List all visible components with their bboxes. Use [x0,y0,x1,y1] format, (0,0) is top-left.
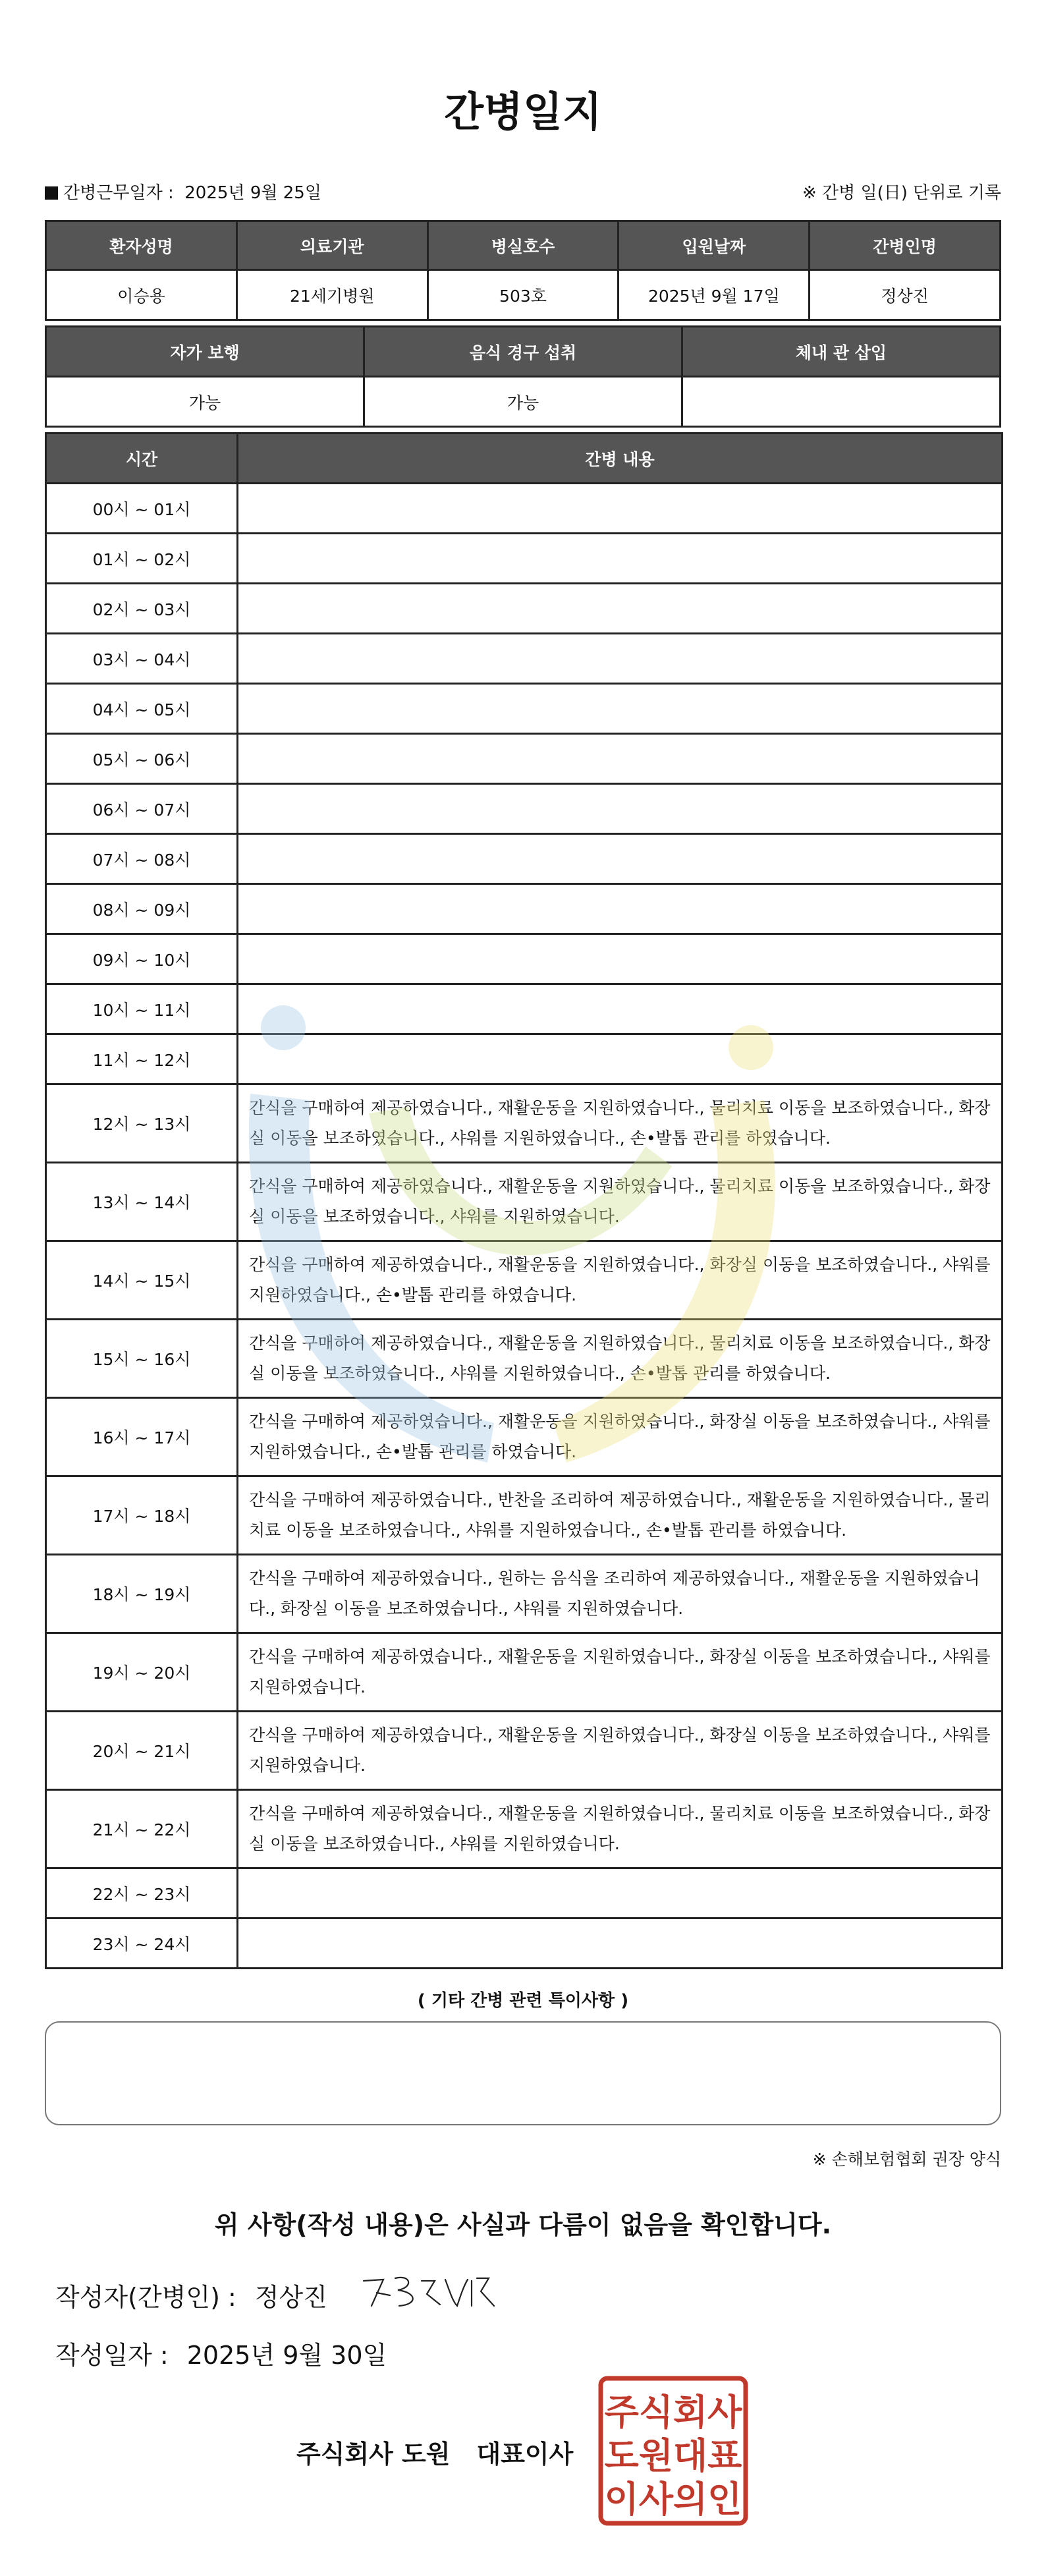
meta-row [45,179,1001,208]
log-content: 간식을 구매하여 제공하였습니다., 재활운동을 지원하였습니다., 물리치료 이동을 보조하였습니다., 화장실 이동을 보조하였습니다., 샤워를 지원하였습니다., 손•발톱 관리를 하였습니다. [238,1084,1003,1163]
room-number: 503호 [427,270,619,320]
log-time: 23시 ~ 24시 [46,1918,238,1969]
header-patient-name: 환자성명 [46,221,237,270]
log-time: 15시 ~ 16시 [46,1320,238,1398]
work-date-label: 간병근무일자 : [63,183,174,203]
log-time: 21시 ~ 22시 [46,1790,238,1868]
table-row [46,534,1003,584]
table-row [46,1241,1003,1320]
header-time: 시간 [46,434,238,484]
special-notes-title: ( 기타 간병 관련 특이사항 ) [417,1991,629,2011]
self-walking-value: 가능 [46,377,364,427]
written-date-label: 작성일자 : [55,2341,169,2370]
log-content [238,634,1003,684]
log-time: 17시 ~ 18시 [46,1476,238,1555]
log-time: 11시 ~ 12시 [46,1034,238,1084]
written-date-value: 2025년 9월 30일 [186,2341,387,2370]
header-hospital: 의료기관 [236,221,427,270]
header-oral-intake: 음식 경구 섭취 [364,327,682,377]
seal-line-1: 주식회사 [604,2392,742,2433]
table-row [46,834,1003,884]
table-row [46,484,1003,534]
company-name: 주식회사 도원 [296,2440,451,2469]
log-time: 13시 ~ 14시 [46,1163,238,1241]
log-content [238,934,1003,984]
log-time: 10시 ~ 11시 [46,984,238,1034]
log-content [238,684,1003,734]
header-self-walking: 자가 보행 [46,327,364,377]
log-content [238,534,1003,584]
table-row [46,1163,1003,1241]
log-content [238,1918,1003,1969]
log-content: 간식을 구매하여 제공하였습니다., 재활운동을 지원하였습니다., 화장실 이동을 보조하였습니다., 샤워를 지원하였습니다. [238,1712,1003,1790]
table-row [46,684,1003,734]
log-time: 08시 ~ 09시 [46,884,238,934]
table-row [46,1633,1003,1712]
log-content [238,834,1003,884]
log-content: 간식을 구매하여 제공하였습니다., 재활운동을 지원하였습니다., 화장실 이동을 보조하였습니다., 샤워를 지원하였습니다., 손•발톱 관리를 하였습니다. [238,1241,1003,1320]
log-content: 간식을 구매하여 제공하였습니다., 원하는 음식을 조리하여 제공하였습니다., 재활운동을 지원하였습니다., 화장실 이동을 보조하였습니다., 샤워를 지원하였습니다. [238,1555,1003,1633]
table-row [46,1034,1003,1084]
table-row [46,584,1003,634]
written-date-line [55,2335,387,2371]
special-notes-box [45,2021,1001,2125]
patient-name: 이승용 [46,270,237,320]
log-content [238,734,1003,784]
log-time: 18시 ~ 19시 [46,1555,238,1633]
log-time: 07시 ~ 08시 [46,834,238,884]
log-time: 06시 ~ 07시 [46,784,238,834]
header-caregiver-name: 간병인명 [810,221,1001,270]
table-row [46,934,1003,984]
log-content: 간식을 구매하여 제공하였습니다., 반찬을 조리하여 제공하였습니다., 재활운동을 지원하였습니다., 물리치료 이동을 보조하였습니다., 샤워를 지원하였습니다., 손•발톱 관리를 하였습니다. [238,1476,1003,1555]
log-time: 05시 ~ 06시 [46,734,238,784]
table-row [46,984,1003,1034]
log-time: 02시 ~ 03시 [46,584,238,634]
log-content [238,584,1003,634]
work-date [45,179,321,204]
log-time: 09시 ~ 10시 [46,934,238,984]
log-content: 간식을 구매하여 제공하였습니다., 재활운동을 지원하였습니다., 물리치료 이동을 보조하였습니다., 화장실 이동을 보조하였습니다., 샤워를 지원하였습니다. [238,1163,1003,1241]
ceo-title: 대표이사 [476,2440,574,2469]
tube-insertion-value [682,377,1001,427]
log-time: 00시 ~ 01시 [46,484,238,534]
handwritten-signature [358,2268,503,2314]
table-row [46,634,1003,684]
table-row [46,1084,1003,1163]
table-row [46,734,1003,784]
care-log-table [45,432,1003,1969]
log-time: 19시 ~ 20시 [46,1633,238,1712]
table-row [46,1868,1003,1918]
patient-info-table [45,220,1001,321]
table-row [46,884,1003,934]
seal-line-3: 이사의인 [604,2478,742,2520]
square-bullet-icon [45,186,58,200]
caregiver-name: 정상진 [810,270,1001,320]
patient-status-table [45,325,1001,428]
header-admission-date: 입원날짜 [619,221,810,270]
work-date-value: 2025년 9월 25일 [184,183,321,203]
unit-note: ※ 간병 일(日) 단위로 기록 [802,183,1001,203]
page-title: 간병일지 [444,88,602,136]
log-content [238,484,1003,534]
care-log-body [46,484,1003,1969]
log-content [238,1034,1003,1084]
writer-label: 작성자(간병인) : [55,2283,236,2312]
table-row [46,1476,1003,1555]
table-row [46,1398,1003,1476]
oral-intake-value: 가능 [364,377,682,427]
log-content: 간식을 구매하여 제공하였습니다., 재활운동을 지원하였습니다., 화장실 이동을 보조하였습니다., 샤워를 지원하였습니다., 손•발톱 관리를 하였습니다. [238,1398,1003,1476]
log-time: 20시 ~ 21시 [46,1712,238,1790]
log-time: 12시 ~ 13시 [46,1084,238,1163]
log-content [238,884,1003,934]
table-row [46,1918,1003,1969]
table-row [46,1712,1003,1790]
company-line [296,2434,573,2470]
log-content: 간식을 구매하여 제공하였습니다., 재활운동을 지원하였습니다., 화장실 이동을 보조하였습니다., 샤워를 지원하였습니다. [238,1633,1003,1712]
log-content: 간식을 구매하여 제공하였습니다., 재활운동을 지원하였습니다., 물리치료 이동을 보조하였습니다., 화장실 이동을 보조하였습니다., 샤워를 지원하였습니다., 손•발톱 관리를 하였습니다. [238,1320,1003,1398]
admission-date: 2025년 9월 17일 [619,270,810,320]
table-row [46,1320,1003,1398]
log-time: 03시 ~ 04시 [46,634,238,684]
log-content [238,784,1003,834]
table-row [46,1555,1003,1633]
log-time: 14시 ~ 15시 [46,1241,238,1320]
confirmation-statement: 위 사항(작성 내용)은 사실과 다름이 없음을 확인합니다. [214,2210,832,2239]
header-tube-insertion: 체내 관 삽입 [682,327,1001,377]
seal-line-2: 도원대표 [604,2435,742,2477]
log-content [238,1868,1003,1918]
header-care-content: 간병 내용 [238,434,1003,484]
table-row [46,784,1003,834]
log-content: 간식을 구매하여 제공하였습니다., 재활운동을 지원하였습니다., 물리치료 이동을 보조하였습니다., 화장실 이동을 보조하였습니다., 샤워를 지원하였습니다. [238,1790,1003,1868]
log-time: 01시 ~ 02시 [46,534,238,584]
log-time: 22시 ~ 23시 [46,1868,238,1918]
writer-name: 정상진 [254,2283,327,2312]
hospital: 21세기병원 [236,270,427,320]
header-room: 병실호수 [427,221,619,270]
log-content [238,984,1003,1034]
table-row [46,1790,1003,1868]
log-time: 04시 ~ 05시 [46,684,238,734]
recommended-form-notice: ※ 손해보험협회 권장 양식 [812,2150,1001,2169]
log-time: 16시 ~ 17시 [46,1398,238,1476]
writer-line [55,2277,327,2313]
company-seal-stamp [597,2374,750,2527]
